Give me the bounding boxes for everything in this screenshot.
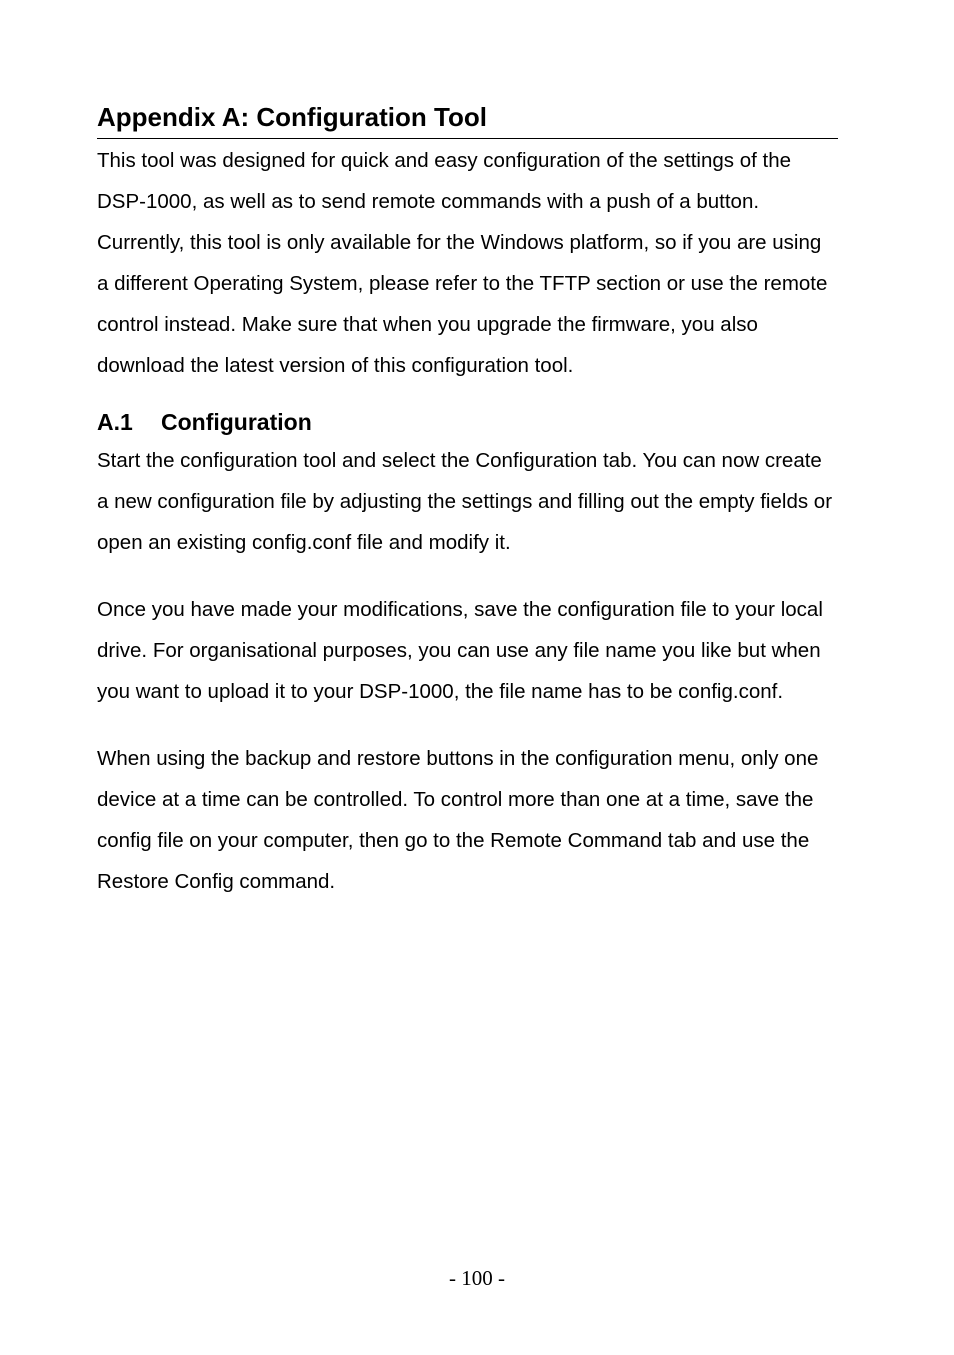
page-content: [97, 98, 838, 902]
intro-paragraph: This tool was designed for quick and easy configuration of the settings of the DSP-1000, as well as to send remote commands with a push of a button. Currently, this tool is only available for the Windows platform, so if you are using a different Operating System, please refer to the TFTP section or use the remote control instead. Make sure that when you upgrade the firmware, you also download the latest version of this configuration tool.: [97, 149, 828, 377]
section-paragraph-1: Start the configuration tool and select the Configuration tab. You can now create a new configuration file by adjusting the settings and filling out the empty fields or open an existing config.conf file and modify it.: [97, 449, 833, 554]
section-heading: [97, 406, 838, 438]
page-number: - 100 -: [449, 1266, 505, 1290]
section-number: A.1: [97, 409, 133, 435]
section-title: Configuration: [161, 409, 312, 435]
section-paragraph-3: When using the backup and restore buttons in the configuration menu, only one device at a time can be controlled. To control more than one at a time, save the config file on your computer, then go to the Remote Command tab and use the Restore Config command.: [97, 747, 819, 893]
section-paragraph-2: Once you have made your modifications, save the configuration file to your local drive. For organisational purposes, you can use any file name you like but when you want to upload it to your DSP-1000, the file name has to be config.conf.: [97, 598, 823, 703]
appendix-title: Appendix A: Configuration Tool: [97, 98, 838, 139]
